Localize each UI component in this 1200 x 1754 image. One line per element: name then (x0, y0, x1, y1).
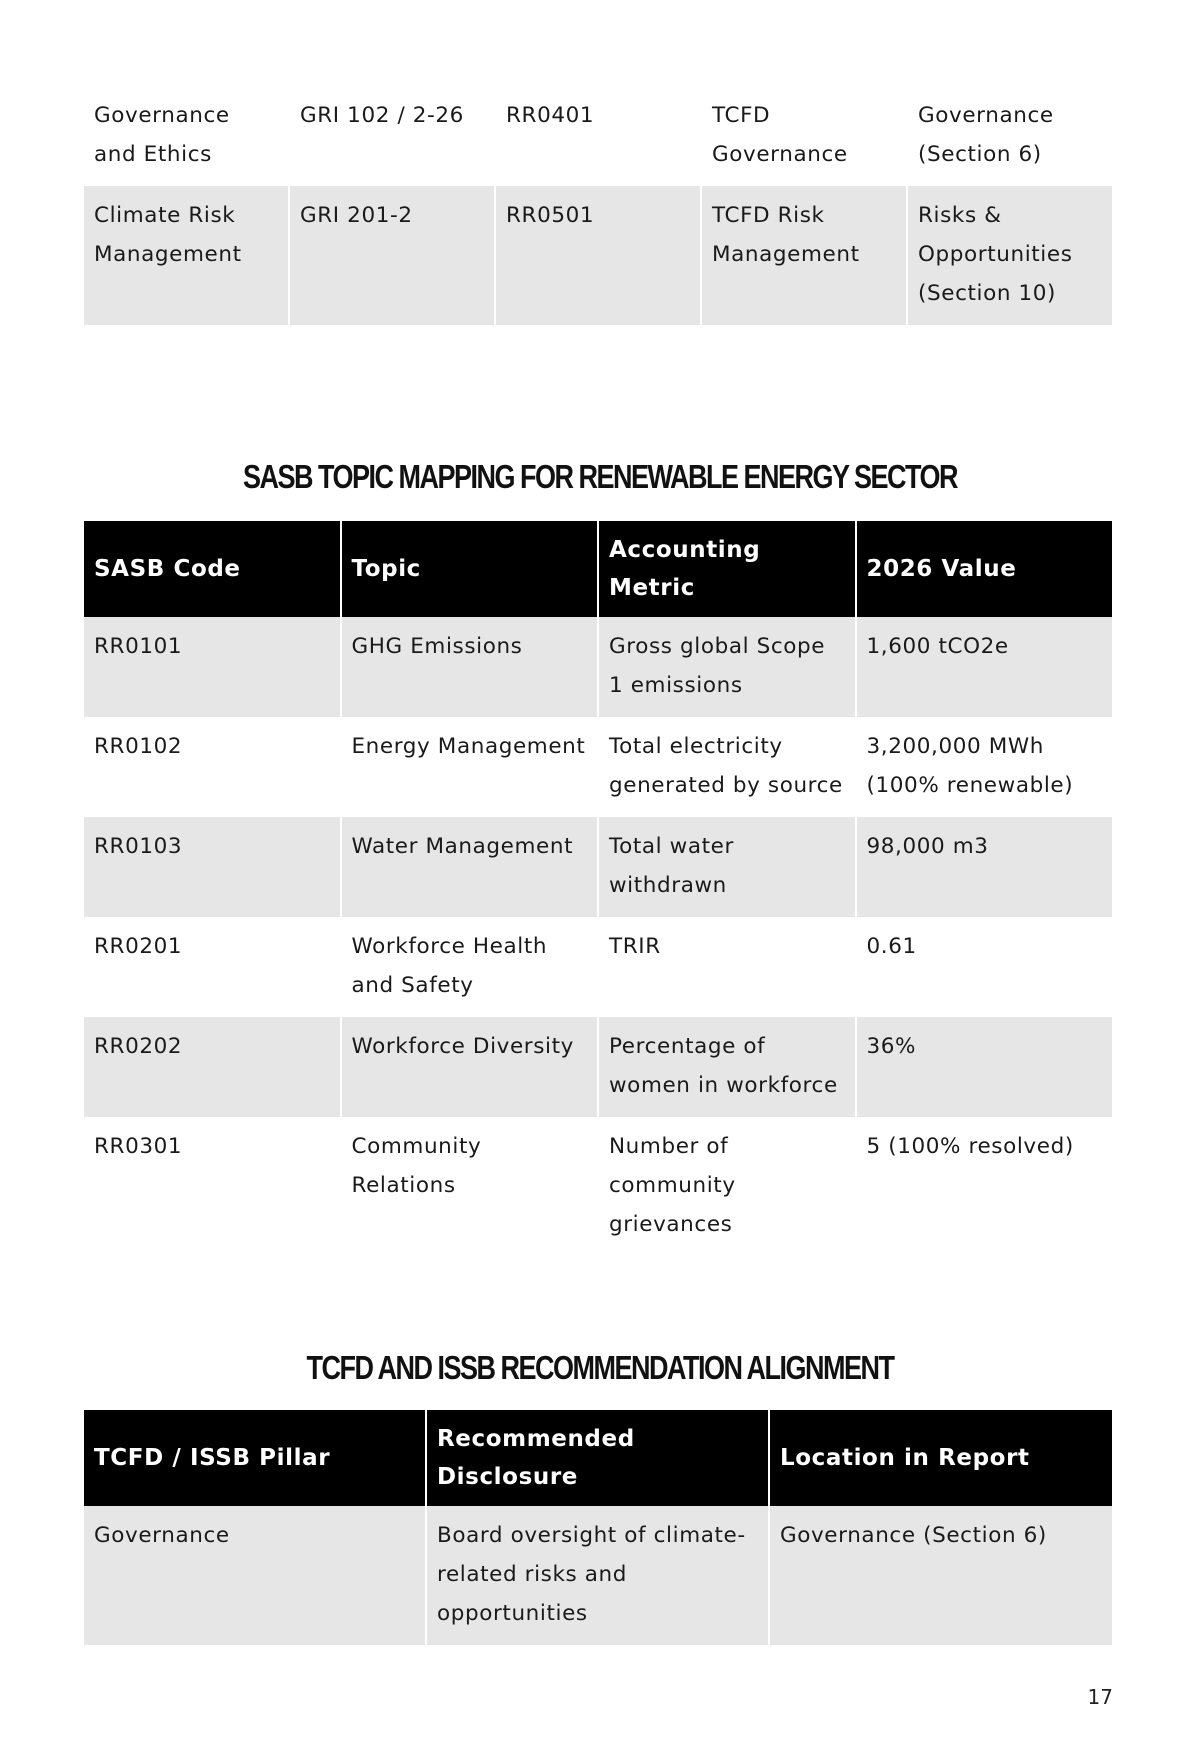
table-row (84, 617, 1112, 717)
table-cell: 3,200,000 MWh (100% renewable) (857, 717, 1113, 817)
table-cell: 36% (857, 1017, 1113, 1117)
table-cell: Total water withdrawn (599, 817, 855, 917)
table-cell: Energy Management (342, 717, 598, 817)
table-cell: 5 (100% resolved) (857, 1117, 1113, 1256)
table-cell: 0.61 (857, 917, 1113, 1017)
table-row (84, 186, 1112, 325)
table-cell: Total electricity generated by source (599, 717, 855, 817)
table-cell: RR0201 (84, 917, 340, 1017)
table-cell: Governance (Section 6) (770, 1506, 1112, 1645)
table-row (84, 717, 1112, 817)
table-row (84, 1506, 1112, 1645)
column-header: 2026 Value (857, 521, 1113, 617)
table-cell: Water Management (342, 817, 598, 917)
table-cell: Climate Risk Management (84, 186, 288, 325)
table-cell: 98,000 m3 (857, 817, 1113, 917)
table-row (84, 1117, 1112, 1256)
table-cell: TRIR (599, 917, 855, 1017)
table-cell: RR0401 (496, 86, 700, 186)
table-cell: Gross global Scope 1 emissions (599, 617, 855, 717)
page-number: 17 (1087, 1685, 1113, 1709)
column-header: TCFD / ISSB Pillar (84, 1410, 425, 1506)
table-cell: RR0103 (84, 817, 340, 917)
table-cell: Workforce Health and Safety (342, 917, 598, 1017)
section-title-tcfd: TCFD AND ISSB RECOMMENDATION ALIGNMENT (306, 1349, 894, 1387)
gri-mapping-table-continued (82, 86, 1114, 325)
table-cell: Governance (84, 1506, 425, 1645)
column-header: SASB Code (84, 521, 340, 617)
column-header: Recommended Disclosure (427, 1410, 768, 1506)
table-cell: Community Relations (342, 1117, 598, 1256)
table-cell: TCFD Risk Management (702, 186, 906, 325)
table-cell: Board oversight of climate-related risks and opportunities (427, 1506, 768, 1645)
table-cell: RR0101 (84, 617, 340, 717)
column-header: Location in Report (770, 1410, 1112, 1506)
table-cell: Number of community grievances (599, 1117, 855, 1256)
table-cell: Percentage of women in workforce (599, 1017, 855, 1117)
table-row (84, 1017, 1112, 1117)
column-header: Topic (342, 521, 598, 617)
table-cell: Governance (Section 6) (908, 86, 1112, 186)
table-cell: RR0102 (84, 717, 340, 817)
table-cell: GRI 201-2 (290, 186, 494, 325)
section-title-sasb: SASB TOPIC MAPPING FOR RENEWABLE ENERGY SECTOR (242, 458, 958, 496)
table-header-row (84, 1410, 1112, 1506)
table-cell: TCFD Governance (702, 86, 906, 186)
table-cell: GHG Emissions (342, 617, 598, 717)
table-header-row (84, 521, 1112, 617)
table-cell: RR0301 (84, 1117, 340, 1256)
table-cell: RR0202 (84, 1017, 340, 1117)
sasb-topic-table (82, 521, 1114, 1256)
table-row (84, 817, 1112, 917)
tcfd-issb-table (82, 1410, 1114, 1645)
table-cell: Risks & Opportunities (Section 10) (908, 186, 1112, 325)
table-cell: Governance and Ethics (84, 86, 288, 186)
table-cell: 1,600 tCO2e (857, 617, 1113, 717)
column-header: Accounting Metric (599, 521, 855, 617)
table-cell: RR0501 (496, 186, 700, 325)
table-cell: GRI 102 / 2-26 (290, 86, 494, 186)
table-row (84, 86, 1112, 186)
table-cell: Workforce Diversity (342, 1017, 598, 1117)
table-row (84, 917, 1112, 1017)
